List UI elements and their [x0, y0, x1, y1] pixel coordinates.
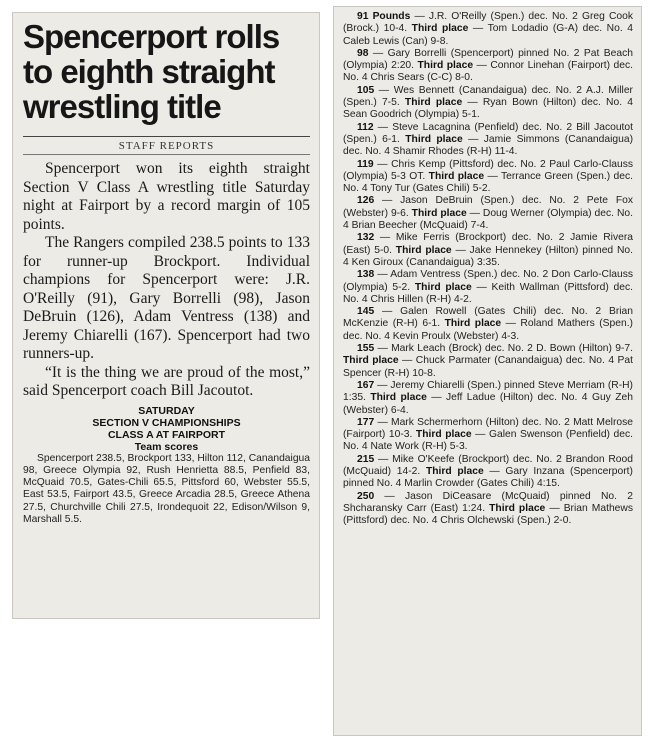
- final-result: — Mike Ferris (Brockport) dec. No. 2 Jamie Rivera (East) 5-0.: [343, 232, 633, 256]
- third-place-label: Third place: [425, 465, 484, 477]
- results-header-line: CLASS A AT FAIRPORT: [107, 428, 226, 441]
- final-result: — Mark Leach (Brock) dec. No. 2 D. Bown (Hilton) 9-7.: [374, 343, 633, 355]
- divider: [23, 154, 310, 155]
- third-place-result: — Jamie Simmons (Canandaigua) dec. No. 4 Shamir Rhodes (R-H) 11-4.: [343, 133, 634, 158]
- final-result: — Adam Ventress (Spen.) dec. No. 2 Don Carlo-Clauss (Olympia) 5-2.: [343, 269, 633, 293]
- weight-class: 215: [357, 453, 375, 465]
- weight-class: 112: [357, 121, 374, 133]
- final-result: — Mark Schermerhorn (Hilton) dec. No. 2 Matt Melrose (Fairport) 10-3.: [343, 416, 633, 441]
- third-place-label: Third place: [404, 97, 463, 109]
- third-place-result: — Keith Wallman (Pittsford) dec. No. 4 Chris Hillen (R-H) 4-2.: [343, 281, 633, 305]
- weight-class: 145: [357, 306, 375, 318]
- weight-class: 91 Pounds: [357, 11, 411, 22]
- third-place-label: Third place: [414, 281, 472, 293]
- final-result: — Wes Bennett (Canandaigua) dec. No. 2 A.J. Miller (Spen.) 7-5.: [343, 84, 633, 109]
- third-place-label: Third place: [428, 170, 485, 182]
- weight-class: 105: [357, 84, 375, 96]
- article-paragraph: “It is the thing we are proud of the most,” said Spencerport coach Bill Jacoutot.: [23, 363, 310, 399]
- weight-class-result: [343, 269, 633, 306]
- weight-class: 119: [357, 158, 374, 170]
- team-scores: Spencerport 238.5, Brockport 133, Hilton 112, Canandaigua 98, Greece Olympia 92, Rush Henrietta 88.5, Penfield 83, McQuaid 70.5, Gates-Chili 65.5, Pittsford 60, Webster 55.5, East 53.5, Fairport 43.5, Greece Arcadia 28.5, Greece Athena 27.5, Churchville Chili 27.5, Irondequoit 22, Edison/Wilson 9, Marshall 5.5.: [23, 452, 310, 525]
- article-clipping: [12, 12, 320, 619]
- final-result: — Gary Borrelli (Spencerport) pinned No. 2 Pat Beach (Olympia) 2:20.: [343, 47, 633, 72]
- weight-class-result: [343, 417, 633, 454]
- third-place-result: — Chuck Parmater (Canandaigua) dec. No. 4 Pat Spencer (R-H) 10-8.: [343, 355, 633, 379]
- results-header-line: SECTION V CHAMPIONSHIPS: [92, 416, 241, 429]
- headline: [23, 19, 310, 124]
- third-place-result: — Tom Lodadio (G-A) dec. No. 4 Caleb Lewis (Can) 9-8.: [343, 23, 633, 47]
- third-place-result: — Galen Swenson (Penfield) dec. No. 4 Nate Work (R-H) 5-3.: [343, 429, 633, 453]
- weight-class: 155: [357, 343, 375, 355]
- headline-line: Spencerport rolls: [23, 18, 280, 55]
- final-result: — Galen Rowell (Gates Chili) dec. No. 2 Brian McKenzie (R-H) 6-1.: [343, 306, 633, 330]
- third-place-label: Third place: [370, 392, 427, 404]
- third-place-label: Third place: [489, 502, 546, 514]
- results-header-line: SATURDAY: [138, 404, 195, 417]
- weight-class-result: [343, 159, 633, 196]
- weight-class: 250: [357, 490, 375, 502]
- final-result: — Jeremy Chiarelli (Spen.) pinned Steve Merriam (R-H) 1:35.: [343, 379, 633, 404]
- third-place-result: — Jeff Ladue (Hilton) dec. No. 4 Guy Zeh (Webster) 6-4.: [343, 392, 633, 416]
- weight-class-result: [343, 85, 633, 122]
- results-header: [23, 405, 310, 453]
- weight-class: 138: [357, 269, 375, 281]
- weight-class-result: [343, 232, 633, 269]
- final-result: — Mike O'Keefe (Brockport) dec. No. 2 Brandon Rood (McQuaid) 14-2.: [343, 453, 633, 477]
- headline-line: wrestling title: [23, 88, 221, 125]
- third-place-result: — Jake Hennekey (Hilton) pinned No. 4 Ken Giroux (Canandaigua) 3:35.: [343, 244, 633, 268]
- headline-line: to eighth straight: [23, 53, 275, 90]
- weight-class-result: [343, 122, 633, 159]
- weight-class: 167: [357, 379, 375, 391]
- final-result: — J.R. O'Reilly (Spen.) dec. No. 2 Greg Cook (Brock.) 10-4.: [343, 11, 633, 35]
- third-place-result: — Doug Werner (Olympia) dec. No. 4 Brian Beecher (McQuaid) 7-4.: [343, 207, 633, 232]
- third-place-label: Third place: [417, 60, 474, 72]
- third-place-result: — Ryan Bown (Hilton) dec. No. 4 Sean Goodrich (Olympia) 5-1.: [343, 97, 634, 121]
- weight-class: 126: [357, 195, 375, 207]
- weight-class-result: [343, 454, 633, 491]
- third-place-result: — Roland Mathers (Spen.) dec. No. 4 Kevin Proulx (Webster) 4-3.: [343, 318, 633, 342]
- third-place-result: — Terrance Green (Spen.) dec. No. 4 Tony Tur (Gates Chili) 5-2.: [343, 170, 634, 195]
- third-place-label: Third place: [395, 244, 452, 256]
- weight-class-result: [343, 343, 633, 380]
- results-list: [343, 11, 633, 527]
- results-clipping: [333, 6, 642, 736]
- final-result: — Chris Kemp (Pittsford) dec. No. 2 Paul Carlo-Clauss (Olympia) 5-3 OT.: [343, 158, 633, 182]
- final-result: — Steve Lacagnina (Penfield) dec. No. 2 Bill Jacoutot (Spen.) 6-1.: [343, 121, 633, 145]
- results-header-line: Team scores: [134, 440, 199, 453]
- weight-class-result: [343, 380, 633, 417]
- third-place-result: — Gary Inzana (Spencerport) pinned No. 4 Marlin Crowder (Gates Chili) 4:15.: [343, 465, 633, 490]
- divider: [23, 136, 310, 137]
- third-place-label: Third place: [444, 318, 502, 330]
- third-place-label: Third place: [411, 23, 469, 35]
- weight-class: 132: [357, 232, 375, 244]
- third-place-label: Third place: [411, 207, 467, 219]
- weight-class-result: [343, 306, 633, 343]
- weight-class-result: [343, 491, 633, 528]
- article-paragraph: The Rangers compiled 238.5 points to 133 for runner-up Brockport. Individual champions for Spencerport were: J.R. O'Reilly (91), Gary Borrelli (98), Jason DeBruin (126), Adam Ventress (138) and Jeremy Chiarelli (167). Spencerport had two runners-up.: [23, 234, 310, 362]
- third-place-result: — Brian Mathews (Pittsford) dec. No. 4 Chris Olchewski (Spen.) 2-0.: [343, 502, 633, 527]
- third-place-label: Third place: [405, 133, 463, 145]
- third-place-result: — Connor Linehan (Fairport) dec. No. 4 Chris Sears (C-C) 8-0.: [343, 60, 633, 84]
- final-result: — Jason DeBruin (Spen.) dec. No. 2 Pete Fox (Webster) 9-6.: [343, 195, 633, 219]
- weight-class-result: [343, 48, 633, 85]
- third-place-label: Third place: [415, 429, 472, 441]
- third-place-label: Third place: [343, 355, 399, 367]
- weight-class-result: [343, 195, 633, 232]
- weight-class: 177: [357, 416, 375, 428]
- article-paragraph: Spencerport won its eighth straight Section V Class A wrestling title Saturday night at Fairport by a record margin of 105 points.: [23, 160, 310, 233]
- weight-class: 98: [357, 47, 369, 59]
- byline: STAFF REPORTS: [118, 140, 215, 152]
- final-result: — Jason DiCeasare (McQuaid) pinned No. 2 Shcharansky Carr (East) 1:24.: [343, 490, 633, 514]
- weight-class-result: [343, 11, 633, 48]
